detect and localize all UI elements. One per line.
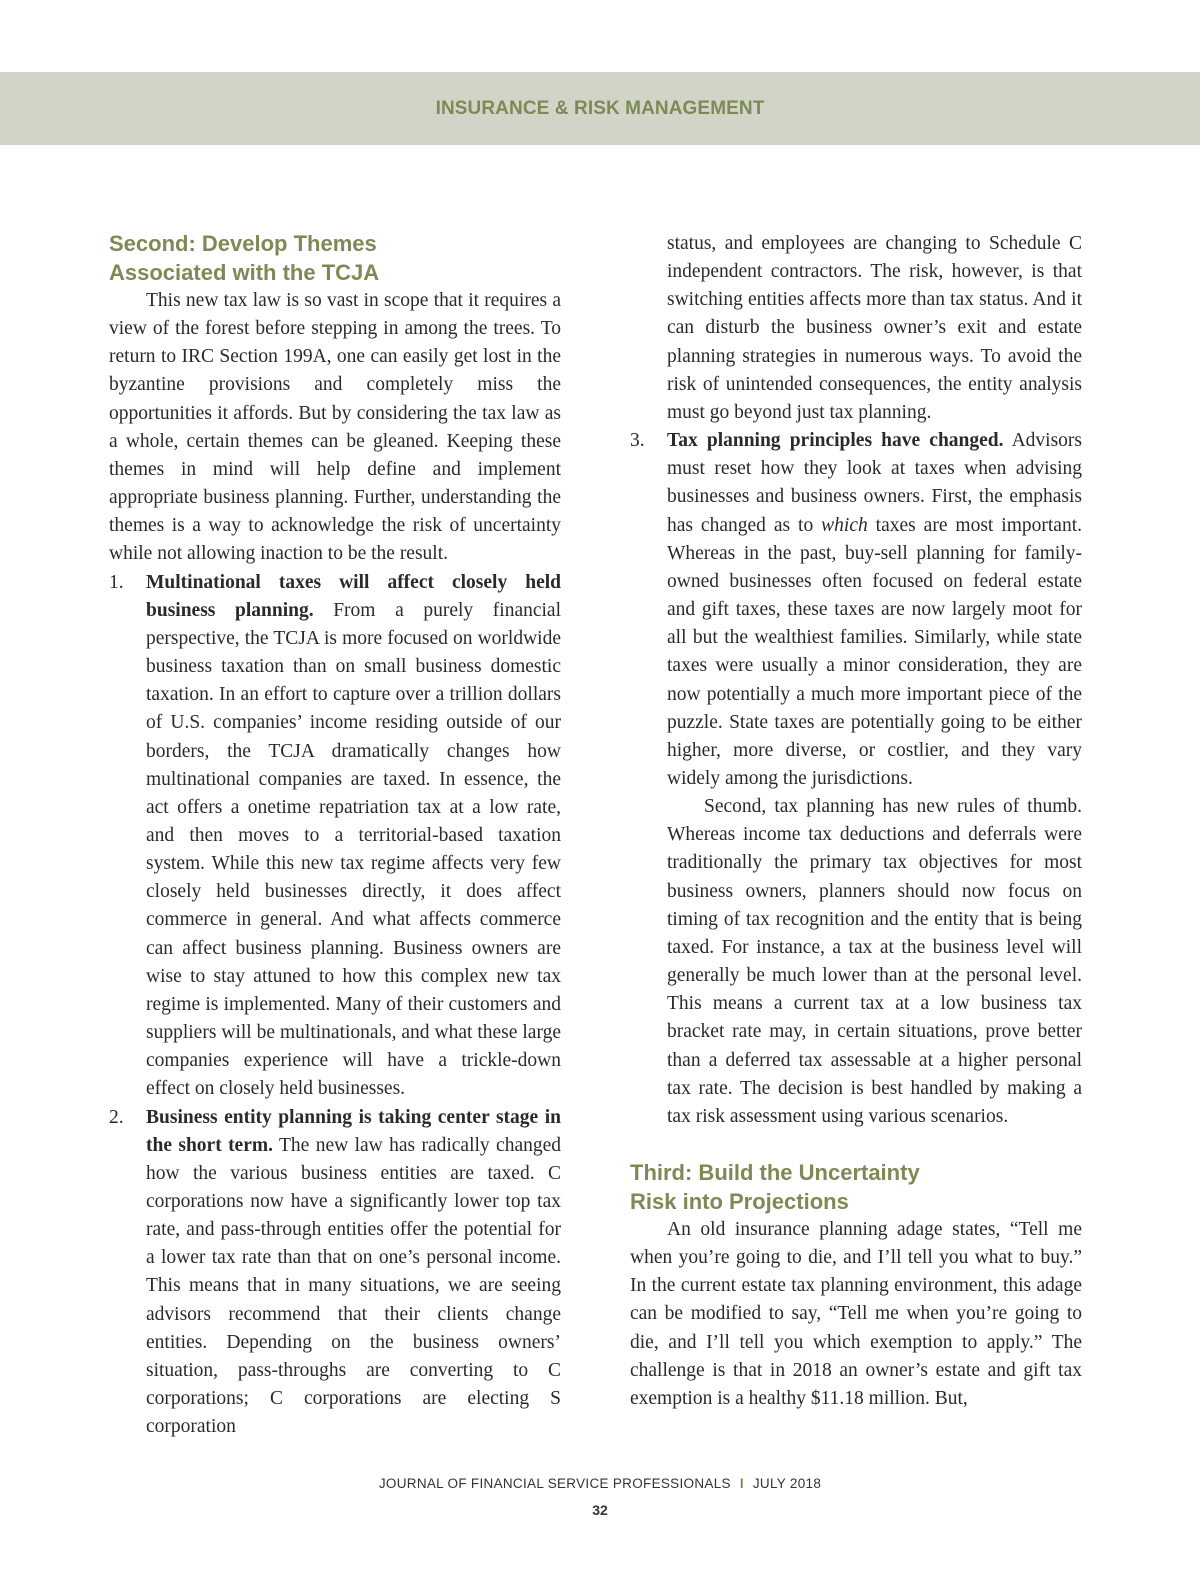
right-column — [630, 230, 1082, 1413]
page-number: 32 — [592, 1502, 608, 1518]
heading-line: Associated with the TCJA — [109, 259, 380, 285]
intro-paragraph: This new tax law is so vast in scope that it requires a view of the forest before stepping in among the trees. To return to IRC Section 199A, one can easily get lost in the byzantine provisions and completely miss the opportunities it affords. But by considering the tax law as a whole, certain themes can be gleaned. Keeping these themes in mind will help define and implement appropriate business planning. Further, understanding the themes is a way to acknowledge the risk of uncertainty while not allowing inaction to be the result. — [109, 290, 561, 565]
list-number: 2. — [109, 1106, 124, 1128]
footer-journal-line — [0, 1476, 1200, 1491]
spacer — [630, 1131, 1082, 1159]
heading-line: Risk into Projections — [630, 1188, 849, 1214]
section-label: INSURANCE & RISK MANAGEMENT — [435, 97, 765, 119]
section-heading-second — [109, 230, 561, 287]
footer-separator: I — [739, 1476, 744, 1491]
list-item-body: taxes are most important. Whereas in the past, buy-sell planning for family-owned businesses often focused on federal estate and gift taxes, these taxes are now largely moot for all but the wealthiest families. Similarly, while state taxes were usually a minor consideration, they are now potentially a much more important piece of the puzzle. State taxes are potentially going to be either higher, more diverse, or costlier, and they vary widely among the jurisdictions. — [667, 514, 1082, 789]
list-item-body: The new law has radically changed how the various business entities are taxed. C corporations now have a significantly lower top tax rate, and pass-through entities offer the potential for a lower tax rate than that on one’s personal income. This means that in many situations, we are seeing advisors recommend that their clients change entities. Depending on the business owners’ situation, pass-throughs are converting to C corporations; C corporations are electing S corporation — [146, 1134, 562, 1438]
list-item-1 — [109, 569, 561, 1104]
heading-line: Third: Build the Uncertainty — [630, 1160, 920, 1185]
heading-line: Second: Develop Themes — [109, 231, 377, 256]
list-item-2 — [109, 1104, 561, 1442]
section-heading-third — [630, 1159, 1082, 1216]
section-header-band — [0, 72, 1200, 145]
list-item-title: Tax planning principles have changed. — [667, 430, 1004, 452]
emphasis-word: which — [821, 514, 868, 536]
journal-name: JOURNAL OF FINANCIAL SERVICE PROFESSIONALS — [378, 1476, 731, 1491]
list-item-3 — [630, 427, 1082, 793]
list-item-title: Multinational taxes will affect closely held business planning. — [146, 571, 561, 621]
list-item-3-paragraph-2: Second, tax planning has new rules of thumb. Whereas income tax deductions and deferrals were traditionally the primary tax objectives for most business owners, planners should now focus on timing of tax recognition and the entity that is being taxed. For instance, a tax at the business level will generally be much lower than at the personal level. This means a current tax at a low business tax bracket rate may, in certain situations, prove better than a deferred tax assessable at a higher personal tax rate. The decision is best handled by making a tax risk assessment using various scenarios. — [667, 796, 1082, 1127]
third-paragraph: An old insurance planning adage states, “Tell me when you’re going to die, and I’ll tell you what to buy.” In the current estate tax planning environment, this adage can be modified to say, “Tell me when you’re going to die, and I’ll tell you which exemption to apply.” The challenge is that in 2018 an owner’s estate and gift tax exemption is a healthy $11.18 million. But, — [630, 1219, 1082, 1409]
list-item-2-continued: status, and employees are changing to Schedule C independent contractors. The risk, however, is that switching entities affects more than tax status. And it can disturb the business owner’s exit and estate planning strategies in numerous ways. To avoid the risk of unintended consequences, the entity analysis must go beyond just tax planning. — [667, 233, 1082, 423]
list-number: 1. — [109, 571, 124, 593]
list-item-body: From a purely financial perspective, the TCJA is more focused on worldwide business taxation than on small business domestic taxation. In an effort to capture over a trillion dollars of U.S. companies’ income residing outside of our borders, the TCJA dramatically changes how multinational companies are taxed. In essence, the act offers a onetime repatriation tax at a low rate, and then moves to a territorial-based taxation system. While this new tax regime affects very few closely held businesses directly, it does affect commerce in general. And what affects commerce can affect business planning. Business owners are wise to stay attuned to how this complex new tax regime is implemented. Many of their customers and suppliers will be multinationals, and what these large companies experience will have a trickle-down effect on closely held businesses. — [146, 599, 561, 1100]
left-column — [109, 230, 561, 1441]
list-number: 3. — [630, 430, 645, 452]
issue-date: JULY 2018 — [752, 1476, 822, 1491]
list-item-title: Business entity planning is taking center stage in the short term. — [146, 1106, 561, 1156]
list-item-body: Advisors must reset how they look at taxes when advising businesses and business owners. First, the emphasis has changed as to — [667, 430, 1082, 536]
